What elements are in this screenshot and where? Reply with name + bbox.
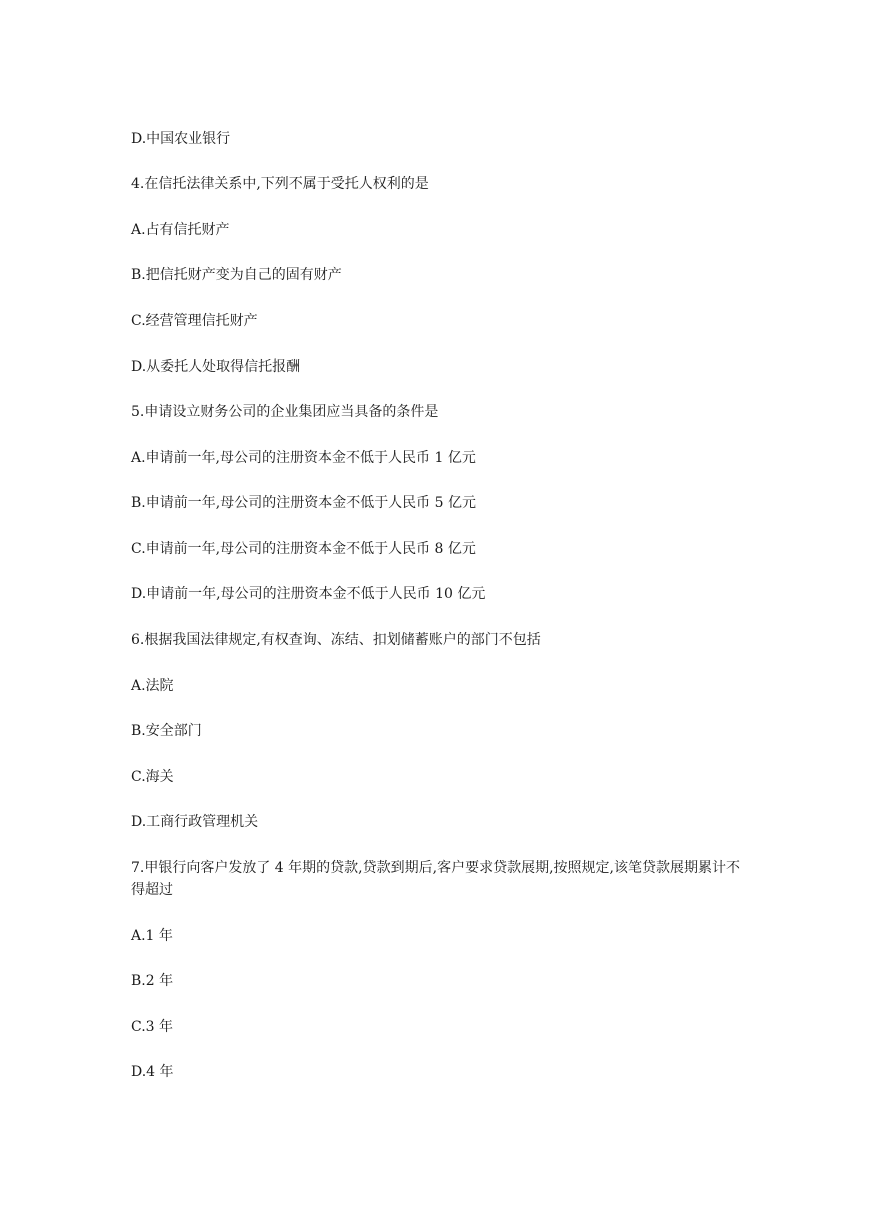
option-line: C.经营管理信托财产 (131, 313, 258, 329)
option-line: D.4 年 (131, 1064, 174, 1080)
option-line: B.2 年 (131, 973, 174, 989)
question-line: 6.根据我国法律规定,有权查询、冻结、扣划储蓄账户的部门不包括 (131, 632, 541, 648)
question-line: 7.甲银行向客户发放了 4 年期的贷款,贷款到期后,客户要求贷款展期,按照规定,该笔贷款展期累计不得超过 (131, 860, 740, 898)
option-line: D.从委托人处取得信托报酬 (131, 359, 301, 375)
option-line: D.工商行政管理机关 (131, 814, 259, 830)
option-line: A.占有信托财产 (131, 222, 230, 238)
question-line: 4.在信托法律关系中,下列不属于受托人权利的是 (131, 176, 429, 192)
question-line: 5.申请设立财务公司的企业集团应当具备的条件是 (131, 404, 439, 420)
option-line: C.3 年 (131, 1019, 174, 1035)
option-line: B.把信托财产变为自己的固有财产 (131, 267, 342, 283)
option-line: C.申请前一年,母公司的注册资本金不低于人民币 8 亿元 (131, 541, 476, 557)
option-line: A.1 年 (131, 928, 173, 944)
option-line: A.申请前一年,母公司的注册资本金不低于人民币 1 亿元 (131, 450, 476, 466)
option-line: B.安全部门 (131, 723, 202, 739)
option-line: B.申请前一年,母公司的注册资本金不低于人民币 5 亿元 (131, 495, 476, 511)
option-line: C.海关 (131, 769, 174, 785)
option-line: A.法院 (131, 678, 174, 694)
option-line: D.申请前一年,母公司的注册资本金不低于人民币 10 亿元 (131, 586, 486, 602)
option-line: D.中国农业银行 (131, 131, 231, 147)
